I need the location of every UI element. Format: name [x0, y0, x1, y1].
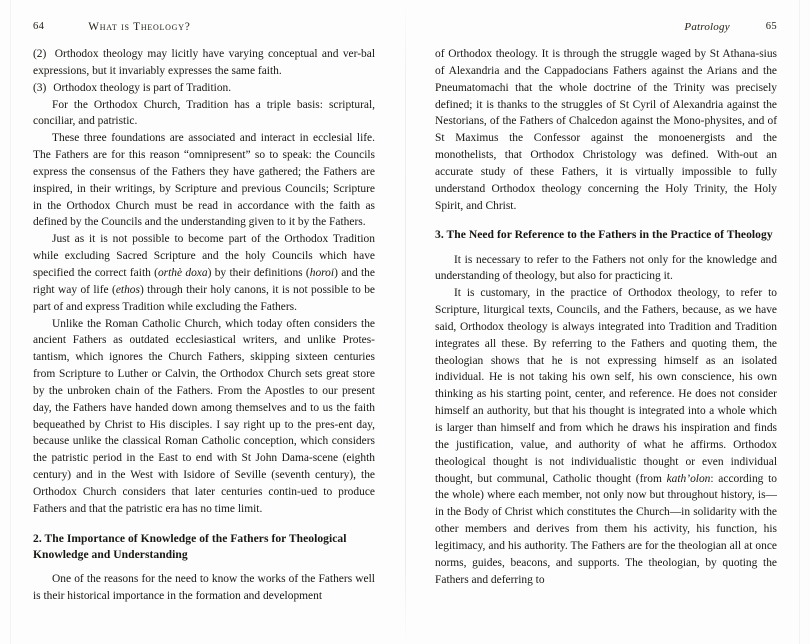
block-spacer [435, 214, 777, 227]
paragraph-continued: of Orthodox theology. It is through the struggle waged by St Athana-sius of Alexandria and the Cappadocians Fathers against the Arians and the Pneumatomachi that the whole doctrine of the Trinity was precisely defined; it is thanks to the struggles of St Cyril of Alexandria against the Nestorians, of the Fathers of Chalcedon against the Mono-physites, and of St Maximus the Confessor against the monoenergists and the monothelists, that Orthodox Christology was defined. With-out an accurate study of these Fathers, it is virtually impossible to fully understand Orthodox theology concerning the Holy Trinity, the Holy Spirit, and Christ. [435, 48, 777, 212]
folio-number-verso: 64 [33, 21, 45, 32]
page-recto [405, 0, 810, 644]
running-head-recto [435, 0, 777, 46]
italic-term: horoi [309, 266, 335, 279]
paragraph: For the Orthodox Church, Tradition has a triple basis: scriptural, conciliar, and patristic. [33, 98, 375, 128]
paragraph: Unlike the Roman Catholic Church, which today often considers the ancient Fathers as outdated ecclesiastical writers, and unlike Protes-tantism, which ignores the Church Fathers, skipping sixteen centuries from Scripture to Luther or Calvin, the Orthodox Church sets great store by the unbroken chain of the Fathers. From the Apostles to our present day, the Fathers have handed down among themselves and to us the faith bequeathed by Christ to His disciples. I say right up to the pres-ent day, because unlike the classical Roman Catholic conception, which considers the patristic period in the East to end with St John Dama-scene (eighth century) and in the West with Isidore of Seville (seventh century), the Orthodox Church considers that later centuries contin-ued to produce Fathers and that the patristic era has no time limit. [33, 317, 375, 515]
recto-body [435, 46, 777, 588]
paragraph: It is necessary to refer to the Fathers not only for the knowledge and understanding of theology, but also for practicing it. [435, 253, 777, 283]
folio-number-recto: 65 [765, 21, 777, 32]
numbered-item: (3) Orthodox theology is part of Tradition. [33, 81, 232, 94]
numbered-item: (2) Orthodox theology may licitly have varying conceptual and ver-bal expressions, but it invariably expresses the same faith. [33, 48, 375, 77]
verso-body [33, 46, 375, 605]
running-head-verso [33, 0, 375, 46]
block-spacer [435, 244, 777, 252]
italic-term: ethos [115, 283, 140, 296]
block-spacer [33, 563, 375, 571]
italic-term: orthè doxa [157, 266, 208, 279]
list-number: (3) [33, 81, 47, 94]
running-head-title-recto: Patrology [684, 21, 730, 33]
list-number: (2) [33, 48, 47, 60]
paragraph: These three foundations are associated and interact in ecclesial life. The Fathers are for this reason “omnipresent” so to speak: the Councils express the consensus of the Fathers they have gathered; the Fathers are inspired, in their writings, by Scripture and previous Councils; Scripture in the Orthodox Church must be read in accordance with the faith as defined by the Councils and the understanding given to it by the Fathers. [33, 132, 375, 229]
section-heading: 3. The Need for Reference to the Fathers in the Practice of Theology [435, 229, 773, 242]
block-spacer [33, 518, 375, 531]
italic-term: kath’olon [666, 472, 711, 485]
text-column-verso [33, 46, 375, 605]
paragraph: It is customary, in the practice of Orthodox theology, to refer to Scripture, liturgical texts, Councils, and the Fathers, because, as we have said, Orthodox theology is always integrated into Tradition and Tradition integrates all these. By referring to the Fathers and quoting them, the theologian shows that he is not expressing himself as an isolated individual. He is not taking his own self, his own conscience, his own thinking as his starting point, center, and reference. He does not consider himself an authority, but that his thought is integrated into a whole which is larger than himself and from which he draws his inspiration and finds the justification, value, and authority of what he affirms. Orthodox theological thought is not individualistic thought or even individual thought, but communal, Catholic thought (from kath’olon: according to the whole) where each member, not only now but throughout history, is—in the Body of Christ which constitutes the Church—in solidarity with the other members and derives from them his activity, his function, his legitimacy, and his authority. The Fathers are for the theologian all at once norms, guides, beacons, and supports. The theologian, by quoting the Fathers and deferring to [435, 287, 777, 586]
text-column-recto [435, 46, 777, 588]
running-head-title-verso: What is Theology? [88, 21, 191, 33]
section-heading: 2. The Importance of Knowledge of the Fathers for Theological Knowledge and Understanding [33, 532, 347, 561]
paragraph: One of the reasons for the need to know the works of the Fathers well is their historical importance in the formation and development [33, 572, 375, 602]
paragraph: Just as it is not possible to become part of the Orthodox Tradition while excluding Sacred Scripture and the holy Councils which have specified the correct faith (orthè doxa) by their definitions (horoi) and the right way of life (ethos) through their holy canons, it is not possible to be part of and express Tradition while excluding the Fathers. [33, 233, 375, 313]
